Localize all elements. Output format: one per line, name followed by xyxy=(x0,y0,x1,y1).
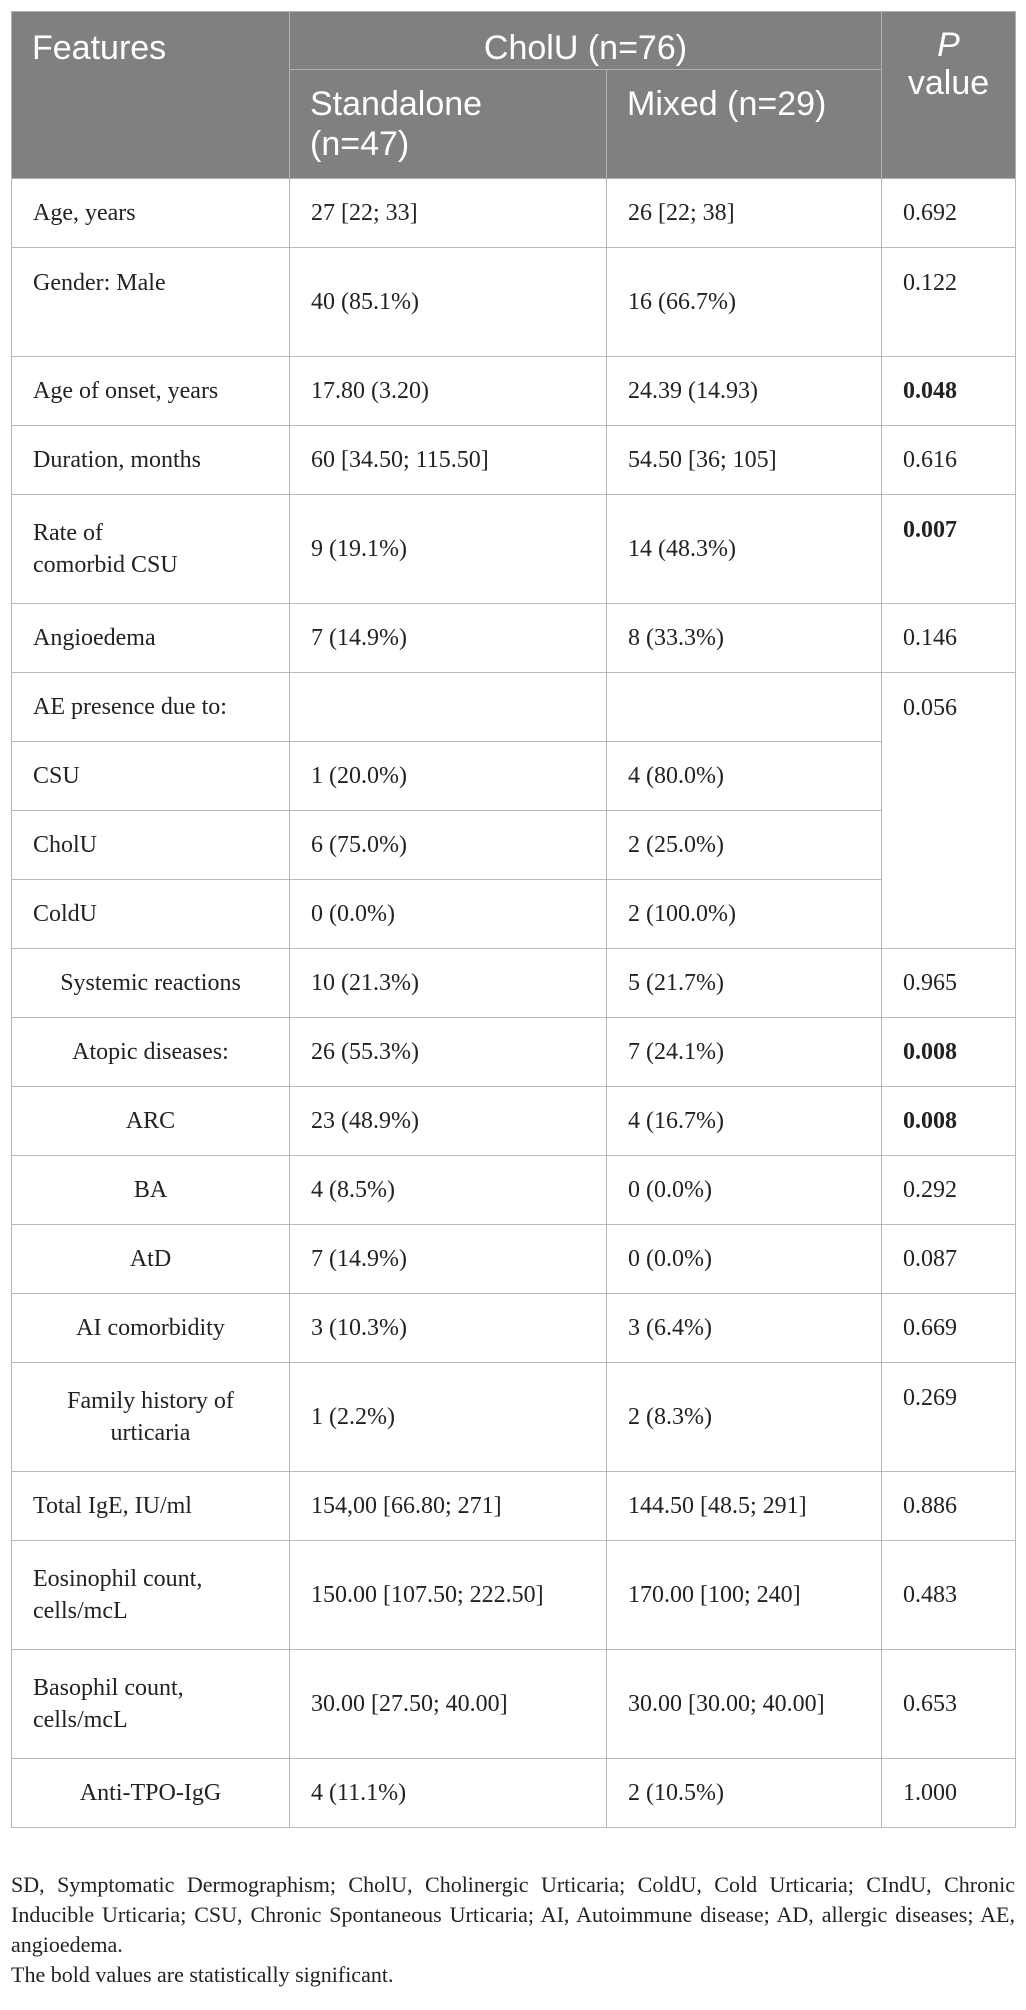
feature-cell: BA xyxy=(12,1156,290,1225)
p-value-cell: 0.616 xyxy=(882,426,1016,495)
mixed-cell: 4 (16.7%) xyxy=(607,1087,882,1156)
table-row xyxy=(12,1363,1016,1472)
feature-cell: Anti-TPO-IgG xyxy=(12,1759,290,1828)
p-value-cell: 0.122 xyxy=(882,248,1016,357)
standalone-cell: 6 (75.0%) xyxy=(290,811,607,880)
mixed-cell: 30.00 [30.00; 40.00] xyxy=(607,1650,882,1759)
table-row xyxy=(12,811,1016,880)
standalone-cell: 1 (20.0%) xyxy=(290,742,607,811)
p-value-cell: 0.087 xyxy=(882,1225,1016,1294)
feature-cell: AtD xyxy=(12,1225,290,1294)
p-value-cell: 0.483 xyxy=(882,1541,1016,1650)
feature-cell: Angioedema xyxy=(12,604,290,673)
mixed-cell: 2 (8.3%) xyxy=(607,1363,882,1472)
table-footnote xyxy=(11,1870,1015,1990)
p-value-cell: 0.692 xyxy=(882,179,1016,248)
standalone-cell: 60 [34.50; 115.50] xyxy=(290,426,607,495)
p-value-cell: 0.653 xyxy=(882,1650,1016,1759)
feature-cell: Age of onset, years xyxy=(12,357,290,426)
standalone-cell: 150.00 [107.50; 222.50] xyxy=(290,1541,607,1650)
table-row xyxy=(12,742,1016,811)
mixed-cell: 16 (66.7%) xyxy=(607,248,882,357)
standalone-cell: 7 (14.9%) xyxy=(290,604,607,673)
table-row xyxy=(12,1087,1016,1156)
table-row xyxy=(12,1472,1016,1541)
feature-cell: ColdU xyxy=(12,880,290,949)
p-value-cell: 0.007 xyxy=(882,495,1016,604)
table-body xyxy=(12,179,1016,1828)
feature-cell: Systemic reactions xyxy=(12,949,290,1018)
table-row xyxy=(12,604,1016,673)
standalone-cell: 3 (10.3%) xyxy=(290,1294,607,1363)
standalone-cell: 40 (85.1%) xyxy=(290,248,607,357)
standalone-cell: 4 (8.5%) xyxy=(290,1156,607,1225)
results-table-container xyxy=(11,11,1015,1828)
mixed-cell: 4 (80.0%) xyxy=(607,742,882,811)
p-value-cell: 0.669 xyxy=(882,1294,1016,1363)
p-value-cell: 0.008 xyxy=(882,1018,1016,1087)
feature-cell: Eosinophil count, cells/mcL xyxy=(12,1541,290,1650)
table-row xyxy=(12,1759,1016,1828)
feature-cell: Total IgE, IU/ml xyxy=(12,1472,290,1541)
table-row xyxy=(12,1650,1016,1759)
p-value-cell: 0.269 xyxy=(882,1363,1016,1472)
mixed-cell: 5 (21.7%) xyxy=(607,949,882,1018)
p-value-cell: 0.008 xyxy=(882,1087,1016,1156)
table-row xyxy=(12,1225,1016,1294)
standalone-cell: 0 (0.0%) xyxy=(290,880,607,949)
header-features: Features xyxy=(12,12,290,179)
feature-cell: CSU xyxy=(12,742,290,811)
table-row xyxy=(12,1156,1016,1225)
p-value-cell: 0.048 xyxy=(882,357,1016,426)
mixed-cell: 14 (48.3%) xyxy=(607,495,882,604)
mixed-cell: 144.50 [48.5; 291] xyxy=(607,1472,882,1541)
p-value-cell: 0.886 xyxy=(882,1472,1016,1541)
table-row xyxy=(12,1541,1016,1650)
p-value-cell: 0.056 xyxy=(882,673,1016,949)
feature-cell: Age, years xyxy=(12,179,290,248)
feature-cell: AI comorbidity xyxy=(12,1294,290,1363)
abbreviations-note: SD, Symptomatic Dermographism; CholU, Cholinergic Urticaria; ColdU, Cold Urticaria; CIndU, Chronic Inducible Urticaria; CSU, Chronic Spontaneous Urticaria; AI, Autoimmune disease; AD, allergic diseases; AE, angioedema. xyxy=(11,1872,1015,1957)
feature-cell: Gender: Male xyxy=(12,248,290,357)
mixed-cell xyxy=(607,673,882,742)
table-row xyxy=(12,426,1016,495)
table-row xyxy=(12,1294,1016,1363)
header-p-italic: P xyxy=(937,26,960,64)
mixed-cell: 7 (24.1%) xyxy=(607,1018,882,1087)
standalone-cell: 7 (14.9%) xyxy=(290,1225,607,1294)
p-value-cell: 1.000 xyxy=(882,1759,1016,1828)
mixed-cell: 0 (0.0%) xyxy=(607,1225,882,1294)
table-row xyxy=(12,357,1016,426)
standalone-cell xyxy=(290,673,607,742)
standalone-cell: 26 (55.3%) xyxy=(290,1018,607,1087)
table-row xyxy=(12,880,1016,949)
header-mixed: Mixed (n=29) xyxy=(607,70,882,179)
feature-cell: Atopic diseases: xyxy=(12,1018,290,1087)
standalone-cell: 30.00 [27.50; 40.00] xyxy=(290,1650,607,1759)
table-row xyxy=(12,949,1016,1018)
table-row xyxy=(12,495,1016,604)
table-row xyxy=(12,248,1016,357)
standalone-cell: 9 (19.1%) xyxy=(290,495,607,604)
standalone-cell: 23 (48.9%) xyxy=(290,1087,607,1156)
mixed-cell: 170.00 [100; 240] xyxy=(607,1541,882,1650)
mixed-cell: 0 (0.0%) xyxy=(607,1156,882,1225)
standalone-cell: 154,00 [66.80; 271] xyxy=(290,1472,607,1541)
mixed-cell: 26 [22; 38] xyxy=(607,179,882,248)
bold-values-note: The bold values are statistically significant. xyxy=(11,1962,394,1987)
mixed-cell: 2 (25.0%) xyxy=(607,811,882,880)
table-header xyxy=(12,12,1016,179)
feature-cell: Family history of urticaria xyxy=(12,1363,290,1472)
table-row xyxy=(12,179,1016,248)
header-p-rest: value xyxy=(907,64,990,102)
mixed-cell: 54.50 [36; 105] xyxy=(607,426,882,495)
standalone-cell: 1 (2.2%) xyxy=(290,1363,607,1472)
feature-cell: AE presence due to: xyxy=(12,673,290,742)
feature-cell: ARC xyxy=(12,1087,290,1156)
mixed-cell: 8 (33.3%) xyxy=(607,604,882,673)
standalone-cell: 17.80 (3.20) xyxy=(290,357,607,426)
p-value-cell: 0.146 xyxy=(882,604,1016,673)
mixed-cell: 3 (6.4%) xyxy=(607,1294,882,1363)
table-row xyxy=(12,673,1016,742)
p-value-cell: 0.292 xyxy=(882,1156,1016,1225)
feature-cell: Duration, months xyxy=(12,426,290,495)
standalone-cell: 27 [22; 33] xyxy=(290,179,607,248)
standalone-cell: 4 (11.1%) xyxy=(290,1759,607,1828)
table-row xyxy=(12,1018,1016,1087)
mixed-cell: 2 (10.5%) xyxy=(607,1759,882,1828)
standalone-cell: 10 (21.3%) xyxy=(290,949,607,1018)
mixed-cell: 2 (100.0%) xyxy=(607,880,882,949)
feature-cell: Basophil count, cells/mcL xyxy=(12,1650,290,1759)
results-table xyxy=(11,11,1016,1828)
mixed-cell: 24.39 (14.93) xyxy=(607,357,882,426)
header-standalone: Standalone (n=47) xyxy=(290,70,607,179)
header-cholu-group: CholU (n=76) xyxy=(290,12,882,70)
feature-cell: Rate of comorbid CSU xyxy=(12,495,290,604)
header-p-value xyxy=(882,12,1016,179)
feature-cell: CholU xyxy=(12,811,290,880)
p-value-cell: 0.965 xyxy=(882,949,1016,1018)
